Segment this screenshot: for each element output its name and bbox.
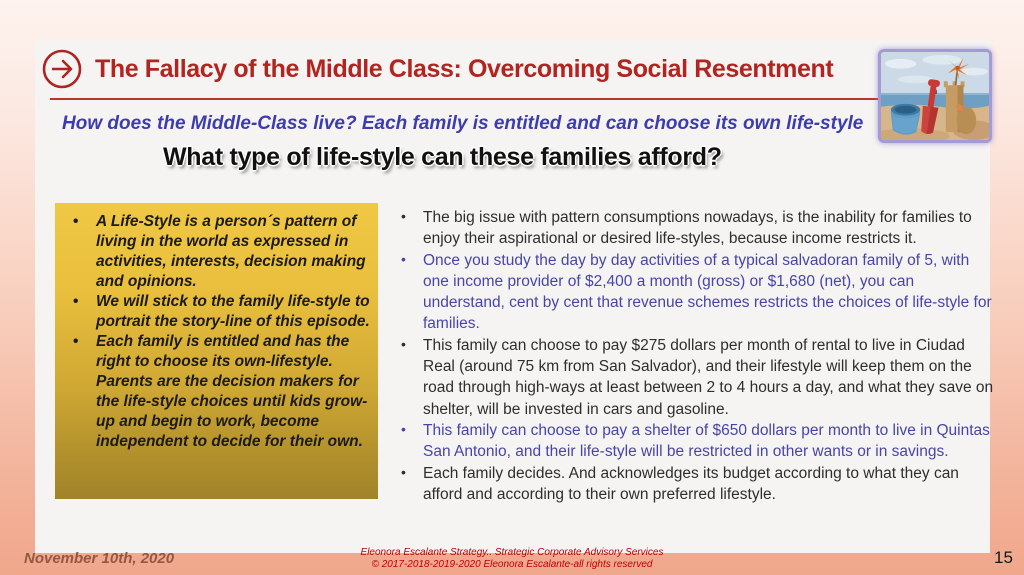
lifestyle-definition-list [69, 212, 372, 452]
definition-bullet: • Each family is entitled and has the right to choose its own-lifestyle. Parents are the decision makers for the life-style choices until kids grow-up and begin to work, become independent to decide for their own. [69, 332, 372, 452]
question-heading-black: What type of life-style can these families afford? [163, 143, 722, 171]
page-title: The Fallacy of the Middle Class: Overcoming Social Resentment [95, 55, 834, 83]
beach-sandcastle-image [878, 49, 992, 143]
lifestyle-definition-box [55, 203, 378, 499]
footer-rights-line: © 2017-2018-2019-2020 Eleonora Escalante-all rights reserved [371, 559, 653, 570]
discussion-bullet: • Each family decides. And acknowledges its budget according to what they can afford and according to their own preferred lifestyle. [395, 463, 995, 506]
footer-copyright [262, 547, 762, 571]
footer-org-line: Eleonora Escalante Strategy.. Strategic Corporate Advisory Services [360, 547, 664, 558]
discussion-bullet-list [395, 207, 995, 505]
arrow-right-circle-icon [41, 48, 83, 90]
slide-content-panel [35, 40, 994, 553]
footer-date: November 10th, 2020 [24, 550, 175, 567]
discussion-bullet: • Once you study the day by day activities of a typical salvadoran family of 5, with one income provider of $2,400 a month (gross) or $1,680 (net), you can understand, cent by cent that revenue schemes restricts the choices of life-style for families. [395, 250, 995, 335]
definition-bullet: • A Life-Style is a person´s pattern of living in the world as expressed in activities, interests, decision making and opinions. [69, 212, 372, 292]
discussion-bullet: • This family can choose to pay $275 dollars per month of rental to live in Ciudad Real (around 75 km from San Salvador), and their lifestyle will keep them on the road through high-ways at least between 2 to 4 hours a day, and what they save on shelter, will be invested in cars and gasoline. [395, 335, 995, 420]
page-number: 15 [994, 548, 1013, 567]
title-divider-line [50, 98, 938, 100]
discussion-bullet: • This family can choose to pay a shelter of $650 dollars per month to live in Quintas San Antonio, and their life-style will be restricted in other wants or in savings. [395, 420, 995, 463]
discussion-column [395, 207, 995, 505]
discussion-bullet: • The big issue with pattern consumptions nowadays, is the inability for families to enjoy their aspirational or desired life-styles, because income restricts it. [395, 207, 995, 250]
definition-bullet: • We will stick to the family life-style to portrait the story-line of this episode. [69, 292, 372, 332]
question-heading-blue: How does the Middle-Class live? Each family is entitled and can choose its own life-style [62, 113, 864, 134]
